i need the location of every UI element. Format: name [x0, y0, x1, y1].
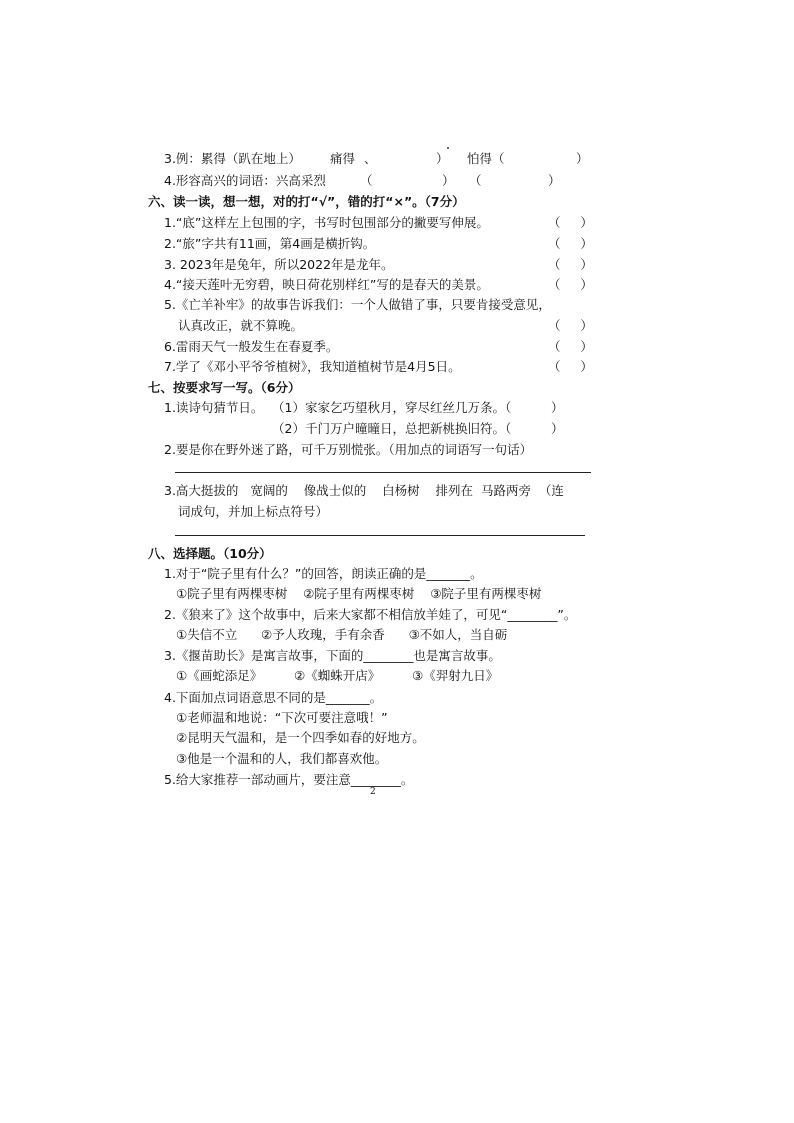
- s6-item-text: 认真改正，就不算晚。: [178, 318, 304, 333]
- s8-q4: 4.下面加点词语意思不同的是_______。: [164, 690, 383, 705]
- s5-q3-word1: 痛得: [330, 151, 356, 166]
- answer-line: [175, 472, 591, 473]
- s6-item-text: 5.《亡羊补牢》的故事告诉我们：一个人做错了事，只要肯接受意见，: [164, 297, 551, 312]
- answer-line: [175, 535, 585, 536]
- s5-q4-blank2-open: （: [469, 173, 482, 188]
- s8-q3-options: ①《画蛇添足》 ②《蜘蛛开店》 ③《羿射九日》: [176, 668, 499, 683]
- s8-q1: 1.对于“院子里有什么？”的回答，朗读正确的是_______。: [164, 566, 483, 581]
- s8-q4-option-c: ③他是一个温和的人，我们都喜欢他。: [176, 751, 388, 766]
- s8-q4-option-a: ①老师温和地说：“下次可要注意哦！”: [176, 710, 388, 725]
- s7-q3-line1: 3.高大挺拔的 宽阔的 像战士似的 白杨树 排列在 马路两旁 （连: [164, 483, 564, 498]
- s8-q3: 3.《揠苗助长》是寓言故事，下面的________也是寓言故事。: [164, 648, 501, 663]
- s6-item-text: 7.学了《邓小平爷爷植树》，我知道植树节是4月5日。: [164, 359, 461, 374]
- scan-speck: [447, 147, 449, 149]
- s5-q4-lead: 4.形容高兴的词语：兴高采烈: [164, 173, 326, 188]
- s7-q2: 2.要是你在野外迷了路，可千万别慌张。（用加点的词语写一句话）: [164, 442, 533, 457]
- s7-q3-line2: 词成句，并加上标点符号）: [178, 504, 329, 519]
- s6-item-answer-paren: （ ）: [548, 318, 593, 333]
- s6-item-answer-paren: （ ）: [548, 257, 593, 272]
- s5-q4-blank2-close: ）: [548, 173, 561, 188]
- s8-q2-options: ①失信不立 ②予人玫瑰，手有余香 ③不如人，当自砺: [176, 627, 508, 642]
- s6-item-text: 6.雷雨天气一般发生在春夏季。: [164, 339, 339, 354]
- s6-item-answer-paren: （ ）: [548, 236, 593, 251]
- s6-item-text: 2.“旅”字共有11画，第4画是横折钩。: [164, 236, 376, 251]
- s6-item-answer-paren: （ ）: [548, 215, 593, 230]
- s7-q1-poem-2: （2）千门万户曈曈日，总把新桃换旧符。（ ）: [272, 421, 564, 436]
- s8-q2: 2.《狼来了》这个故事中，后来大家都不相信放羊娃了，可见“________”。: [164, 607, 577, 622]
- s5-q3-word2: 怕得（: [467, 151, 505, 166]
- s8-heading: 八、选择题。（10分）: [148, 546, 272, 561]
- s5-q3-word1-close: ）: [436, 151, 449, 166]
- page-number: 2: [370, 787, 376, 797]
- s6-item-text: 1.“底”这样左上包围的字，书写时包围部分的撇要写伸展。: [164, 215, 489, 230]
- s8-q5: 5.给大家推荐一部动画片，要注意________。: [164, 772, 414, 787]
- s5-q3-lead: 3.例：累得（趴在地上）: [164, 151, 301, 166]
- s6-item-answer-paren: （ ）: [548, 339, 593, 354]
- s7-heading: 七、按要求写一写。（6分）: [148, 380, 301, 395]
- s6-item-answer-paren: （ ）: [548, 359, 593, 374]
- s5-q3-word2-close: ）: [576, 151, 589, 166]
- s6-item-text: 4.“接天莲叶无穷碧，映日荷花别样红”写的是春天的美景。: [164, 277, 489, 292]
- s7-q1-poem-1: （1）家家乞巧望秋月，穿尽红丝几万条。（ ）: [272, 400, 564, 415]
- s6-item-answer-paren: （ ）: [548, 277, 593, 292]
- s6-item-text: 3. 2023年是兔年，所以2022年是龙年。: [164, 257, 394, 272]
- s5-q4-blank1-open: （: [360, 173, 373, 188]
- s5-q4-blank1-close: ）: [442, 173, 455, 188]
- s6-heading: 六、读一读，想一想，对的打“√”，错的打“×”。（7分）: [148, 194, 465, 209]
- s5-q3-word1-mark: 、: [364, 151, 377, 166]
- s7-q1-lead: 1.读诗句猜节日。: [164, 400, 264, 415]
- s8-q4-option-b: ②昆明天气温和，是一个四季如春的好地方。: [176, 730, 425, 745]
- s8-q1-options: ①院子里有两棵枣树 ②院子里有两棵枣树 ③院子里有两棵枣树: [176, 586, 542, 601]
